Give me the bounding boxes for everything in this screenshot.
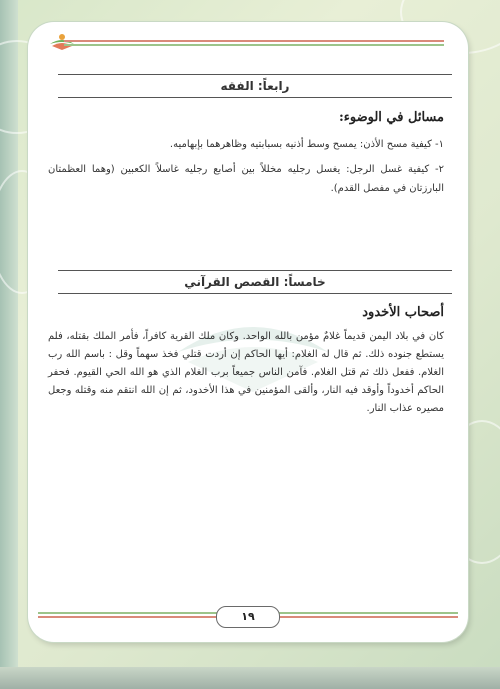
section-title-wudu: مسائل في الوضوء:: [338, 110, 444, 125]
section-header-quran-stories: خامساً: القصص القرآني: [58, 270, 452, 294]
story-paragraph: كان في بلاد اليمن قديماً غلامٌ مؤمن بالله الواحد. وكان ملك القرية كافراً، فأمر الملك بقتله، فلم يستطع جنوده ذلك. ثم قال له الغلام: أيها الحاكم إن أردت قتلي فخذ سهماً وقل : باسم الله رب الغلام. ففعل ذلك ثم قتل الغلام. فآمن الناس جميعاً برب الغلام الذي هو الله الحي القيوم. فحفر الحاكم أخدوداً وأوقد فيه النار، وألقى المؤمنين في هذا الأخدود، ثم إن الله انتقم منه وقتله وجعل مصيره عذاب النار.: [48, 331, 444, 414]
story-title: أصحاب الأخدود: [362, 305, 444, 320]
page-number: ١٩: [216, 606, 280, 628]
list-item: ١- كيفية مسح الأذن: يمسح وسط أذنيه بسبابتيه وظاهرهما بإبهاميه.: [169, 139, 444, 150]
top-rule: [64, 40, 444, 46]
scan-edge-bottom: [0, 667, 500, 689]
list-item: ٢- كيفية غسل الرجل: يغسل رجليه مخللاً بين أصابع رجليه غاسلاً الكعبين (وهما العظمتان البارزتان في مفصل القدم).: [48, 164, 444, 194]
book-page: [28, 22, 468, 642]
section-header-fiqh: رابعاً: الفقه: [58, 74, 452, 98]
